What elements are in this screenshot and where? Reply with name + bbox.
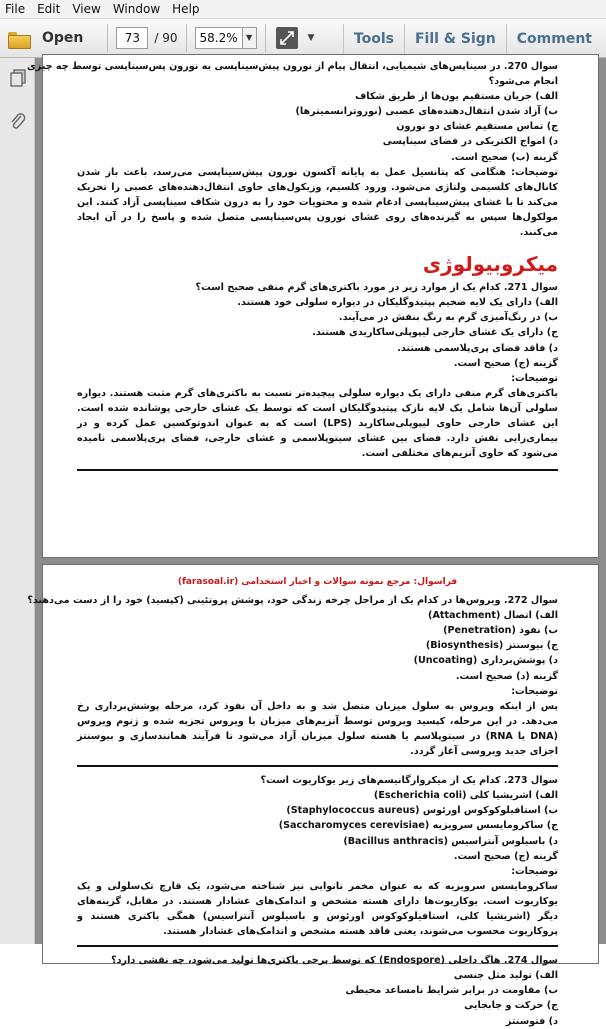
explanation-label: توضیحات:: [511, 685, 558, 697]
explanation-paragraph: توضیحات: هنگامی که پتانسیل عمل به پایانه آکسون نورون پیش‌سیناپسی می‌رسد، باعث باز شدن کانال‌های کلسیمی ولتاژی می‌شود. ورود کلسیم، وزیکول‌های حاوی انتقال‌دهنده‌های عصبی را تحریک می‌کند تا با غشای پیش‌سیناپسی ادغام شده و محتویات خود را به درون شکاف سیناپسی آزاد کنند. این مولکول‌ها سپس به گیرنده‌های روی غشای نورون پس‌سیناپسی متصل شده و پاسخ را در آن ایجاد می‌کنند.: [77, 166, 558, 239]
navigation-pane: [0, 58, 35, 944]
menu-bar: [0, 0, 606, 19]
option-line: ب) استافیلوکوکوس اورئوس (Staphylococcus aureus): [286, 805, 558, 817]
page-header: فراسوال: مرجع نمونه سوالات و اخبار استخدامی (farasoal.ir): [177, 577, 458, 587]
zoom-dropdown-button[interactable]: ▼: [243, 27, 257, 49]
more-tools-dropdown-icon[interactable]: ▼: [307, 33, 315, 43]
question-line: سوال 274. هاگ داخلی (Endospore) که توسط برخی باکتری‌ها تولید می‌شود، چه نقشی دارد؟: [111, 955, 558, 967]
page-thumbnails-icon[interactable]: [8, 68, 28, 88]
option-line: د) باسیلوس آنتراسیس (Bacillus anthracis): [343, 835, 558, 847]
menu-help[interactable]: Help: [172, 1, 200, 16]
question-divider: [77, 945, 558, 947]
tools-tab[interactable]: Tools: [353, 30, 394, 47]
pdf-page: [27, 564, 599, 1027]
comment-tab[interactable]: Comment: [516, 30, 592, 47]
toolbar-divider: [107, 24, 108, 52]
option-line: ج) تماس مستقیم غشای دو نورون: [396, 121, 558, 133]
question-line: سوال 273. کدام یک از میکروارگانیسم‌های زیر یوکاریوت است؟: [260, 775, 558, 787]
option-line: د) فتوسنتز: [505, 1015, 558, 1027]
toolbar-divider: [265, 24, 266, 52]
menu-window[interactable]: Window: [112, 1, 161, 16]
section-title: میکروبیولوژی: [422, 252, 558, 277]
question-line: سوال 272. ویروس‌ها در کدام یک از مراحل چرخه زندگی خود، پوشش پروتئینی (کپسید) خود را از دست می‌دهند؟: [27, 595, 558, 607]
option-line: ج) حرکت و جابجایی: [464, 1000, 558, 1012]
question-line: انجام می‌شود؟: [488, 76, 558, 88]
option-line: د) امواج الکتریکی در فضای سیناپسی: [382, 136, 558, 148]
option-line: ب) نفوذ (Penetration): [443, 625, 558, 637]
menu-file[interactable]: File: [5, 1, 26, 16]
pdf-page: [26, 54, 599, 558]
page-number-input[interactable]: 73: [116, 27, 148, 49]
explanation-paragraph: باکتری‌های گرم منفی دارای یک دیواره سلولی پیچیده‌تر نسبت به باکتری‌های گرم مثبت هستند. دیواره سلولی آن‌ها شامل یک لایه نازک پپتیدوگلیکان است که توسط یک غشای خارجی پوشانده شده است. این غشای خارجی حاوی لیپوپلی‌ساکارید (LPS) است که به عنوان اندوتوکسین عمل کرده و در بیماری‌زایی نقش دارد. فضای بین غشای سیتوپلاسمی و غشای خارجی، فضای پری‌پلاسمی نامیده می‌شود که حاوی آنزیم‌های مختلفی است.: [77, 387, 559, 460]
option-line: الف) اتصال (Attachment): [428, 610, 558, 622]
option-line: د) پوشش‌برداری (Uncoating): [413, 655, 558, 667]
fill-sign-tab[interactable]: Fill & Sign: [414, 30, 496, 47]
option-line: الف) تولید مثل جنسی: [453, 970, 558, 982]
answer-line: گزینه (ج) صحیح است.: [453, 850, 558, 862]
page-text: [27, 575, 558, 1029]
question-divider: [77, 469, 558, 471]
option-line: الف) اشریشیا کلی (Escherichia coli): [373, 790, 558, 802]
zoom-input[interactable]: 58.2%: [195, 27, 243, 49]
option-line: ب) آزاد شدن انتقال‌دهنده‌های عصبی (نوروترانسمیترها): [295, 106, 558, 118]
open-button[interactable]: [8, 30, 83, 46]
explanation-paragraph: ساکرومایسس سرویزیه که به عنوان مخمر نانوایی نیز شناخته می‌شود، یک قارچ تک‌سلولی و یک یوکاریوت است. یوکاریوت‌ها دارای هسته مشخص و اندامک‌های غشادار هستند. در مقابل، گزینه‌های دیگر (اشریشیا کلی، استافیلوکوکوس اورئوس و باسیلوس آنتراسیس) همگی باکتری هستند و پروکاریوت محسوب می‌شوند، یعنی فاقد هسته مشخص و اندامک‌های غشادار هستند.: [77, 880, 558, 938]
fit-page-icon[interactable]: [276, 27, 298, 49]
option-line: ب) در رنگ‌آمیزی گرم به رنگ بنفش در می‌آیند.: [338, 312, 558, 324]
answer-line: گزینه (د) صحیح است.: [455, 670, 558, 682]
attachments-icon[interactable]: [8, 112, 28, 132]
option-line: ب) مقاومت در برابر شرایط نامساعد محیطی: [345, 985, 558, 997]
folder-icon: [8, 30, 30, 46]
document-view[interactable]: [26, 58, 606, 1027]
option-line: الف) جریان مستقیم یون‌ها از طریق شکاف: [355, 91, 558, 103]
page-total: / 90: [154, 31, 178, 45]
option-line: ج) دارای یک غشای خارجی لیپوپلی‌ساکاریدی هستند.: [312, 327, 558, 339]
explanation-paragraph: پس از اینکه ویروس به سلول میزبان متصل شد و به داخل آن نفوذ کرد، مرحله پوشش‌برداری رخ می‌دهد. در این مرحله، کپسید ویروس توسط آنزیم‌های میزبان یا ویروس تجزیه شده و ژنوم ویروس (DNA یا RNA) در سیتوپلاسم یا هسته سلول میزبان آزاد می‌شود تا فرآیند همانندسازی و بیوسنتز اجزای جدید ویروسی آغاز گردد.: [77, 700, 558, 758]
toolbar: [0, 19, 606, 58]
toolbar-divider: [186, 24, 187, 52]
answer-line: گزینه (ب) صحیح است.: [451, 151, 558, 163]
explanation-label: توضیحات:: [511, 372, 558, 384]
open-label: Open: [42, 30, 84, 46]
question-line: سوال 271. کدام یک از موارد زیر در مورد باکتری‌های گرم منفی صحیح است؟: [195, 282, 558, 294]
answer-line: گزینه (ج) صحیح است.: [453, 357, 558, 369]
option-line: د) فاقد فضای پری‌پلاسمی هستند.: [397, 342, 558, 354]
question-divider: [77, 765, 558, 767]
option-line: الف) دارای یک لایه ضخیم پپتیدوگلیکان در دیواره سلولی خود هستند.: [237, 297, 558, 309]
menu-view[interactable]: View: [72, 1, 101, 16]
option-line: ج) ساکرومایسس سرویزیه (Saccharomyces cerevisiae): [278, 820, 558, 832]
option-line: ج) بیوسنتز (Biosynthesis): [425, 640, 558, 652]
menu-edit[interactable]: Edit: [37, 1, 61, 16]
page-text: [26, 59, 559, 479]
explanation-label: توضیحات:: [511, 865, 558, 877]
toolbar-tabs: [343, 19, 602, 58]
question-line: سوال 270. در سیناپس‌های شیمیایی، انتقال پیام از نورون پیش‌سیناپسی به نورون پس‌سیناپسی توسط چه چیزی: [26, 61, 558, 72]
